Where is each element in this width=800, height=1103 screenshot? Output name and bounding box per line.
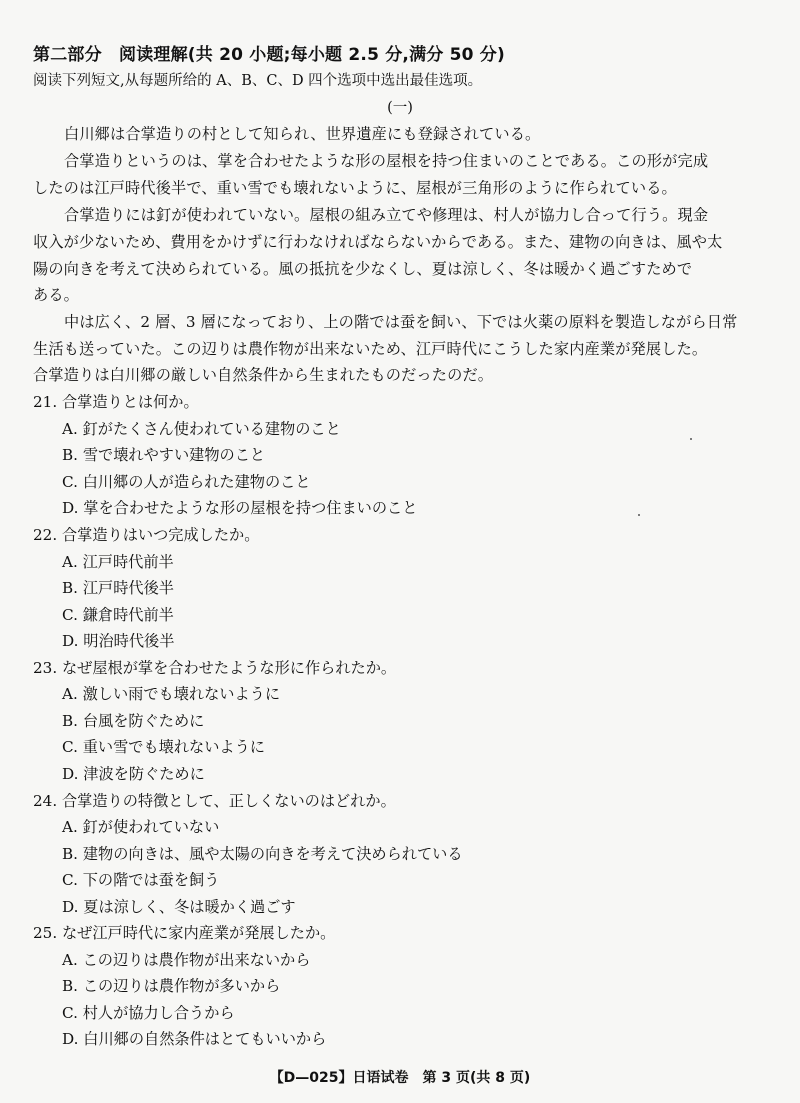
question-24-option-b: B. 建物の向きは、風や太陽の向きを考えて決められている	[62, 845, 463, 863]
section-title: 第二部分 阅读理解(共 20 小题;每小题 2.5 分,满分 50 分)	[33, 45, 505, 65]
question-21-option-a: A. 釘がたくさん使われている建物のこと	[62, 420, 341, 438]
question-25-option-d: D. 白川郷の自然条件はとてもいいから	[62, 1030, 327, 1048]
question-22-stem: 22. 合掌造りはいつ完成したか。	[33, 526, 260, 544]
question-22-option-a: A. 江戸時代前半	[62, 553, 174, 571]
question-23-option-b: B. 台風を防ぐために	[62, 712, 205, 730]
question-25-option-c: C. 村人が協力し合うから	[62, 1004, 235, 1022]
page-footer: 【D—025】日语试卷 第 3 页(共 8 页)	[269, 1070, 531, 1086]
passage-line: 生活も送っていた。この辺りは農作物が出来ないため、江戸時代にこうした家内産業が発展した。	[33, 340, 708, 358]
question-23-option-a: A. 激しい雨でも壊れないように	[62, 685, 281, 703]
passage-line: 合掌造りというのは、掌を合わせたような形の屋根を持つ住まいのことである。この形が完成	[64, 152, 709, 170]
question-25-option-b: B. この辺りは農作物が多いから	[62, 977, 281, 995]
question-21-stem: 21. 合掌造りとは何か。	[33, 393, 199, 411]
question-23-stem: 23. なぜ屋根が掌を合わせたような形に作られたか。	[33, 659, 397, 677]
passage-line: 中は広く、2 層、3 層になっており、上の階では蚕を飼い、下では火薬の原料を製造しながら日常	[64, 313, 738, 331]
question-24-option-d: D. 夏は涼しく、冬は暖かく過ごす	[62, 898, 296, 916]
instruction-text: 阅读下列短文,从每题所给的 A、B、C、D 四个选项中选出最佳选项。	[33, 73, 483, 89]
passage-line: ある。	[33, 286, 80, 304]
question-22-option-c: C. 鎌倉時代前半	[62, 606, 174, 624]
passage-line: 白川郷は合掌造りの村として知られ、世界遺産にも登録されている。	[64, 125, 541, 143]
question-25-stem: 25. なぜ江戸時代に家内産業が発展したか。	[33, 924, 336, 942]
passage-line: 合掌造りには釘が使われていない。屋根の組み立てや修理は、村人が協力し合って行う。現金	[64, 206, 709, 224]
question-23-option-d: D. 津波を防ぐために	[62, 765, 205, 783]
passage-line: 合掌造りは白川郷の厳しい自然条件から生まれたものだったのだ。	[33, 366, 494, 384]
passage-number: (一)	[387, 100, 413, 116]
scan-speck	[690, 438, 692, 440]
question-23-option-c: C. 重い雪でも壊れないように	[62, 738, 265, 756]
question-22-option-b: B. 江戸時代後半	[62, 579, 174, 597]
question-24-option-a: A. 釘が使われていない	[62, 818, 220, 836]
question-21-option-d: D. 掌を合わせたような形の屋根を持つ住まいのこと	[62, 499, 418, 517]
passage-line: 収入が少ないため、費用をかけずに行わなければならないからである。また、建物の向きは、風や太	[33, 233, 723, 251]
question-21-option-b: B. 雪で壊れやすい建物のこと	[62, 446, 266, 464]
passage-line: 陽の向きを考えて決められている。風の抵抗を少なくし、夏は涼しく、冬は暖かく過ごすためで	[33, 260, 693, 278]
question-24-stem: 24. 合掌造りの特徴として、正しくないのはどれか。	[33, 792, 396, 810]
question-22-option-d: D. 明治時代後半	[62, 632, 175, 650]
passage-line: したのは江戸時代後半で、重い雪でも壊れないように、屋根が三角形のように作られている。	[33, 179, 677, 197]
question-21-option-c: C. 白川郷の人が造られた建物のこと	[62, 473, 311, 491]
scan-speck	[638, 514, 640, 516]
question-25-option-a: A. この辺りは農作物が出来ないから	[62, 951, 311, 969]
question-24-option-c: C. 下の階では蚕を飼う	[62, 871, 220, 889]
